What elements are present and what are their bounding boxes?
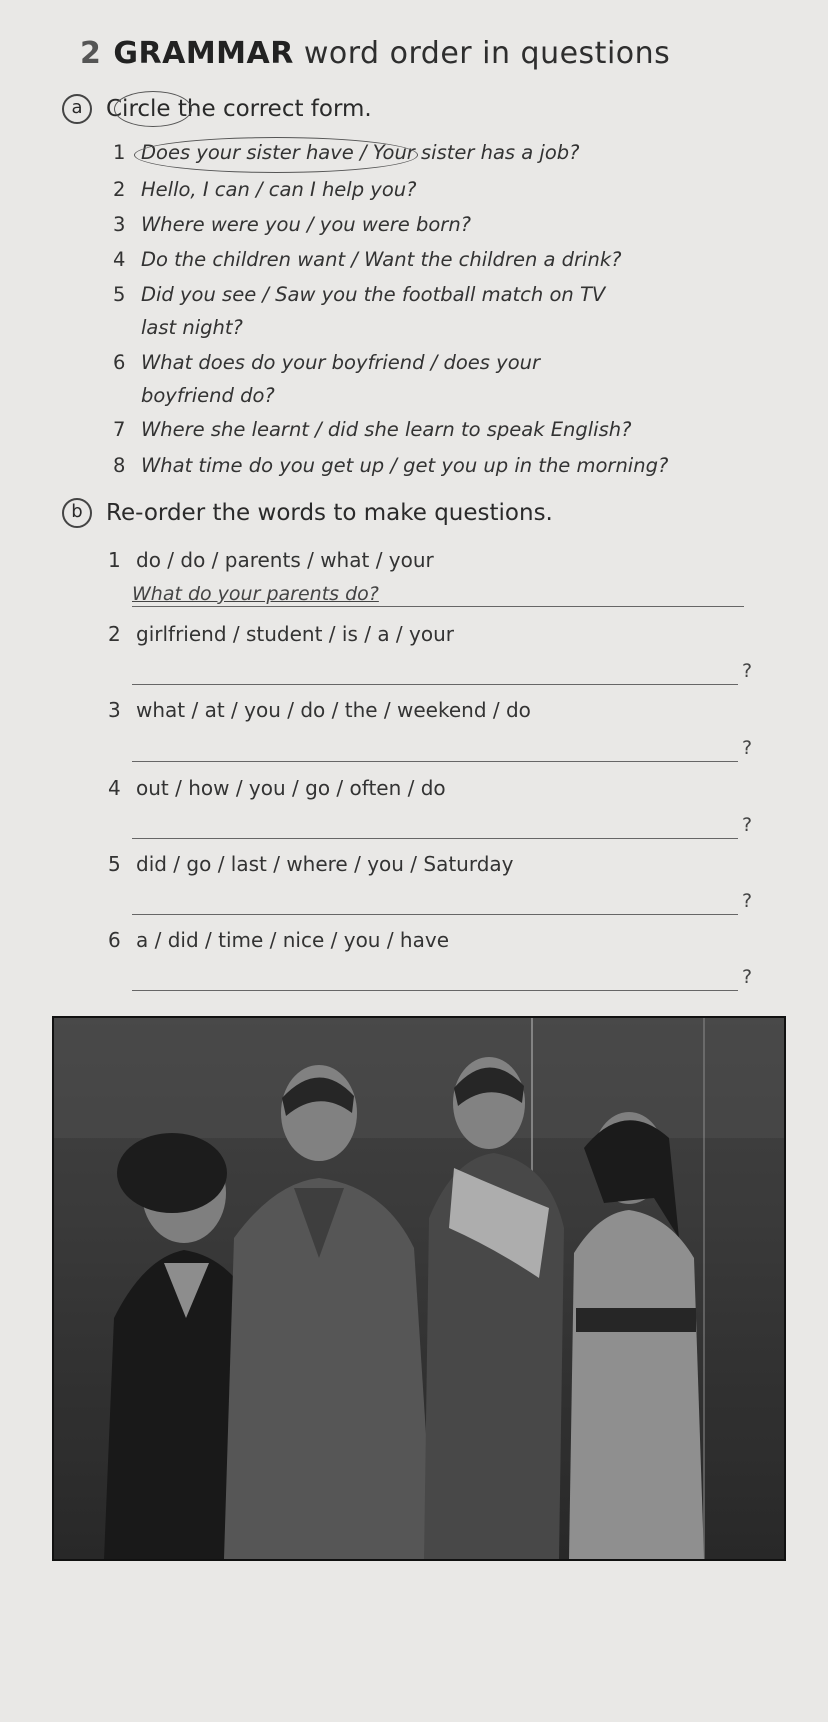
question-a-4: 4 Do the children want / Want the children a drink? [113, 248, 622, 271]
question-a-7: 7 Where she learnt / did she learn to speak English? [113, 418, 632, 441]
question-b-3-words: what / at / you / do / the / weekend / do [136, 698, 531, 722]
question-a-8: 8 What time do you get up / get you up in the morning? [113, 454, 669, 477]
question-b-6: 6 a / did / time / nice / you / have [108, 928, 450, 952]
heading-grammar: GRAMMAR [113, 36, 294, 71]
question-b-1-words: do / do / parents / what / your [136, 548, 434, 572]
question-b-4-words: out / how / you / go / often / do [136, 776, 446, 800]
question-b-5-words: did / go / last / where / you / Saturday [136, 852, 514, 876]
question-b-4: 4 out / how / you / go / often / do [108, 776, 446, 800]
question-a-1-text: Does your sister have / Your sister has a job? [141, 141, 580, 164]
question-a-5: 5 Did you see / Saw you the football match on TV [113, 283, 606, 306]
question-a-3-text: Where were you / you were born? [141, 213, 472, 236]
question-a-1: 1 Does your sister have / Your sister has a job? [113, 141, 580, 164]
section-a-instruction: Circle the correct form. [106, 96, 372, 122]
exercise-number: 2 [80, 36, 102, 71]
exercise-heading [80, 36, 670, 71]
section-a-title [62, 94, 372, 124]
question-b-2: 2 girlfriend / student / is / a / your [108, 622, 454, 646]
question-a-5-text: Did you see / Saw you the football match on TV [141, 283, 606, 306]
question-a-6: 6 What does do your boyfriend / does your [113, 351, 541, 374]
heading-topic: word order in questions [303, 36, 671, 71]
photo-illustration [54, 1018, 784, 1559]
section-b-badge: b [62, 498, 92, 528]
section-b-instruction: Re-order the words to make questions. [106, 500, 553, 526]
answer-line-b-2[interactable] [132, 656, 738, 685]
question-a-7-text: Where she learnt / did she learn to speak English? [141, 418, 632, 441]
group-photo [52, 1016, 786, 1561]
question-mark-b-6: ? [742, 966, 753, 988]
question-a-2: 2 Hello, I can / can I help you? [113, 178, 417, 201]
question-mark-b-4: ? [742, 814, 753, 836]
question-b-3: 3 what / at / you / do / the / weekend / do [108, 698, 531, 722]
question-a-8-text: What time do you get up / get you up in the morning? [141, 454, 669, 477]
question-a-4-text: Do the children want / Want the children a drink? [141, 248, 622, 271]
section-b-title [62, 498, 553, 528]
answer-line-b-3[interactable] [132, 733, 738, 762]
question-a-6-cont: boyfriend do? [141, 384, 275, 407]
question-a-5-cont: last night? [141, 316, 243, 339]
answer-line-b-4[interactable] [132, 810, 738, 839]
answer-b-1: What do your parents do? [132, 583, 379, 605]
answer-line-b-1[interactable] [132, 578, 744, 607]
question-mark-b-5: ? [742, 890, 753, 912]
answer-line-b-5[interactable] [132, 886, 738, 915]
question-b-1: 1 do / do / parents / what / your [108, 548, 434, 572]
question-a-6-text: What does do your boyfriend / does your [141, 351, 541, 374]
question-mark-b-2: ? [742, 660, 753, 682]
question-b-6-words: a / did / time / nice / you / have [136, 928, 450, 952]
question-mark-b-3: ? [742, 737, 753, 759]
question-b-2-words: girlfriend / student / is / a / your [136, 622, 454, 646]
question-b-5: 5 did / go / last / where / you / Saturday [108, 852, 514, 876]
answer-line-b-6[interactable] [132, 962, 738, 991]
question-a-3: 3 Where were you / you were born? [113, 213, 472, 236]
question-a-2-text: Hello, I can / can I help you? [141, 178, 417, 201]
section-a-badge: a [62, 94, 92, 124]
